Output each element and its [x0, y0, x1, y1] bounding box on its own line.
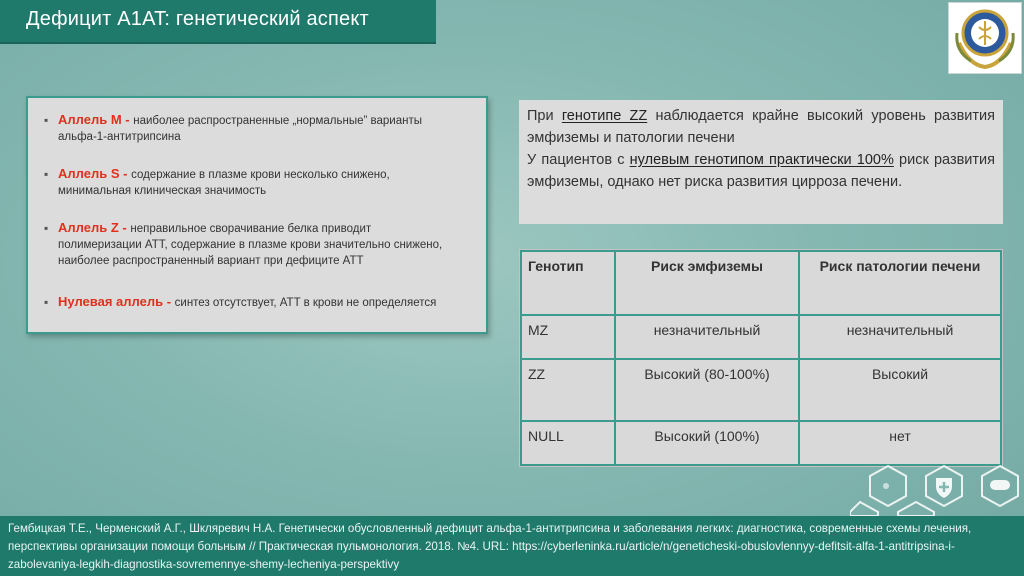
table-row	[521, 421, 1001, 465]
table-cell: незначительный	[615, 315, 799, 359]
table-cell: ZZ	[521, 359, 615, 421]
medical-hexagons-decoration	[850, 462, 1024, 516]
table-header-row	[521, 251, 1001, 315]
table-cell: Высокий	[799, 359, 1001, 421]
table-cell: MZ	[521, 315, 615, 359]
slide-title: Дефицит A1AT: генетический аспект	[26, 8, 369, 30]
risk-table	[519, 249, 1003, 467]
list-item: ▪ Нулевая аллель - синтез отсутствует, ATT в крови не определяется	[44, 294, 437, 309]
emblem-icon	[949, 3, 1021, 73]
list-item: ▪ Аллель М - наиболее распространенные „нормальные” варианты альфа-1-антитрипсина	[44, 112, 422, 143]
genotype-info-box: При генотипе ZZ наблюдается крайне высокий уровень развития эмфиземы и патологии печени У пациентов с нулевым генотипом практически 100% риск развития эмфиземы, однако нет риска развития цирроза печени.	[519, 100, 1003, 224]
table-row	[521, 359, 1001, 421]
table-row	[521, 315, 1001, 359]
citation-footer: Гембицкая Т.Е., Черменский А.Г., Шкляревич Н.А. Генетически обусловленный дефицит альфа-1-антитрипсина и заболевания легких: диагностика, современные схемы лечения, перспективы организации помощи больным // Практическая пульмонология. 2018. №4. URL: https://cyberleninka.ru/article/n/geneticheski-obuslovlennyy-defitsit-alfa-1-antitripsina-i-zabolevaniya-legkih-diagnostika-sovremennye-shemy-lecheniya-perspektivy	[0, 516, 1024, 576]
title-bar	[0, 0, 436, 44]
column-header: Риск эмфиземы	[615, 251, 799, 315]
list-item: ▪ Аллель S - содержание в плазме крови несколько снижено, минимальная клиническая значимость	[44, 166, 390, 197]
bullet-icon: ▪	[44, 221, 49, 235]
university-logo	[948, 2, 1022, 74]
column-header: Генотип	[521, 251, 615, 315]
table-cell: нет	[799, 421, 1001, 465]
genotype-zz-emphasis: генотипе ZZ	[561, 108, 648, 124]
table-cell: незначительный	[799, 315, 1001, 359]
bullet-icon: ▪	[44, 167, 49, 181]
list-item: ▪ Аллель Z - неправильное сворачивание белка приводит полимеризации ATT, содержание в плазме крови значительно снижено, наиболее распространенный вариант при дефиците ATT	[44, 220, 443, 267]
table-cell: Высокий (80-100%)	[615, 359, 799, 421]
table-cell: Высокий (100%)	[615, 421, 799, 465]
bullet-icon: ▪	[44, 295, 49, 309]
null-genotype-emphasis: нулевым генотипом практически 100%	[629, 152, 894, 168]
table-cell: NULL	[521, 421, 615, 465]
column-header: Риск патологии печени	[799, 251, 1001, 315]
allele-list-panel	[26, 96, 488, 334]
bullet-icon: ▪	[44, 113, 49, 127]
pill-icon	[990, 480, 1010, 490]
